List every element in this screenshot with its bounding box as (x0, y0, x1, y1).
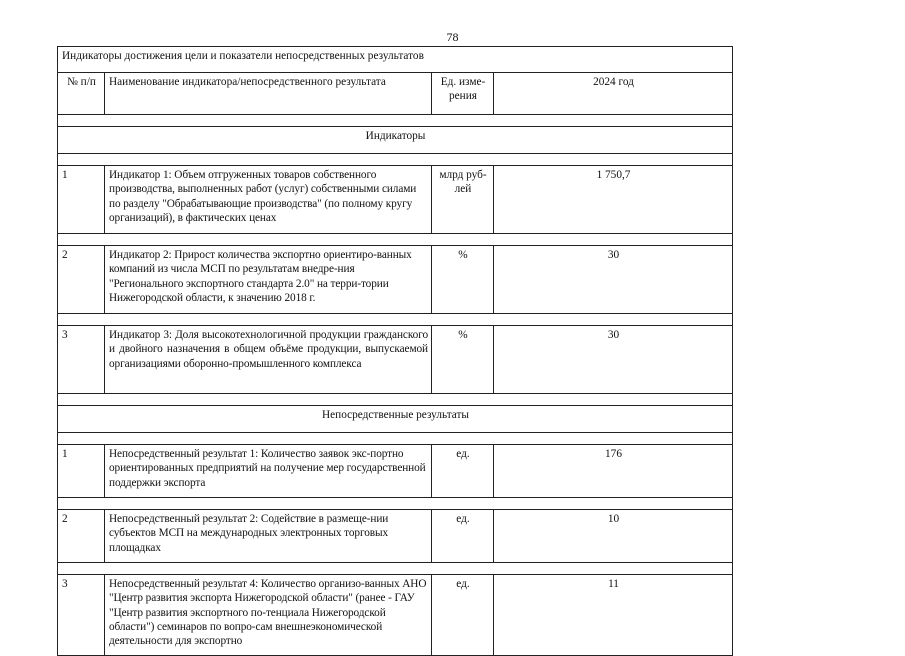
table-row (58, 326, 733, 394)
table-row (58, 510, 733, 563)
header-unit: Ед. изме-рения (432, 73, 494, 115)
spacer-row (58, 314, 733, 326)
row-value: 30 (494, 326, 733, 394)
table-row (58, 445, 733, 498)
spacer-row (58, 563, 733, 575)
row-value: 1 750,7 (494, 166, 733, 234)
table-row (58, 575, 733, 656)
row-num: 2 (58, 510, 105, 563)
row-unit: ед. (432, 575, 494, 656)
row-value: 10 (494, 510, 733, 563)
row-unit: ед. (432, 510, 494, 563)
table-row (58, 166, 733, 234)
spacer-row (58, 394, 733, 406)
row-unit: % (432, 246, 494, 314)
spacer-row (58, 234, 733, 246)
spacer-row (58, 115, 733, 127)
row-num: 1 (58, 445, 105, 498)
row-value: 30 (494, 246, 733, 314)
header-num: № п/п (58, 73, 105, 115)
section-title-results: Непосредственные результаты (58, 406, 733, 433)
row-unit: млрд руб-лей (432, 166, 494, 234)
row-num: 3 (58, 326, 105, 394)
row-name: Индикатор 3: Доля высокотехнологичной продукции гражданского и двойного назначения в общем объёме продукции, выпускаемой организациями оборонно-промышленного комплекса (105, 326, 432, 394)
spacer-row (58, 498, 733, 510)
row-num: 3 (58, 575, 105, 656)
section-title-indicators: Индикаторы (58, 127, 733, 154)
row-name: Непосредственный результат 1: Количество заявок экс-портно ориентированных предприятий на получение мер государственной поддержки экспорта (105, 445, 432, 498)
section-title-row (58, 406, 733, 433)
spacer-row (58, 154, 733, 166)
table-row (58, 246, 733, 314)
section-title-row (58, 127, 733, 154)
row-unit: ед. (432, 445, 494, 498)
row-num: 2 (58, 246, 105, 314)
row-value: 176 (494, 445, 733, 498)
row-name: Индикатор 2: Прирост количества экспортно ориентиро-ванных компаний из числа МСП по результатам внедре-ния "Регионального экспортного стандарта 2.0" на терри-тории Нижегородской области, к значению 2018 г. (105, 246, 432, 314)
indicators-table (57, 46, 733, 656)
row-name: Непосредственный результат 4: Количество организо-ванных АНО "Центр развития экспорта Нижегородской области" (ранее - ГАУ "Центр развития экспортного по-тенциала Нижегородской области") семинаров по вопро-сам внешнеэкономической деятельности для экспортно (105, 575, 432, 656)
table-caption-row (58, 47, 733, 73)
table-header-row (58, 73, 733, 115)
header-name: Наименование индикатора/непосредственного результата (105, 73, 432, 115)
row-value: 11 (494, 575, 733, 656)
row-name: Индикатор 1: Объем отгруженных товаров собственного производства, выполненных работ (услуг) собственными силами по разделу "Обрабатывающие производства" (по полному кругу организаций), в фактических ценах (105, 166, 432, 234)
row-num: 1 (58, 166, 105, 234)
page-number: 78 (446, 30, 459, 44)
row-name: Непосредственный результат 2: Содействие в размеще-нии субъектов МСП на международных электронных торговых площадках (105, 510, 432, 563)
row-unit: % (432, 326, 494, 394)
header-year: 2024 год (494, 73, 733, 115)
spacer-row (58, 433, 733, 445)
table-caption: Индикаторы достижения цели и показатели непосредственных результатов (58, 47, 733, 73)
